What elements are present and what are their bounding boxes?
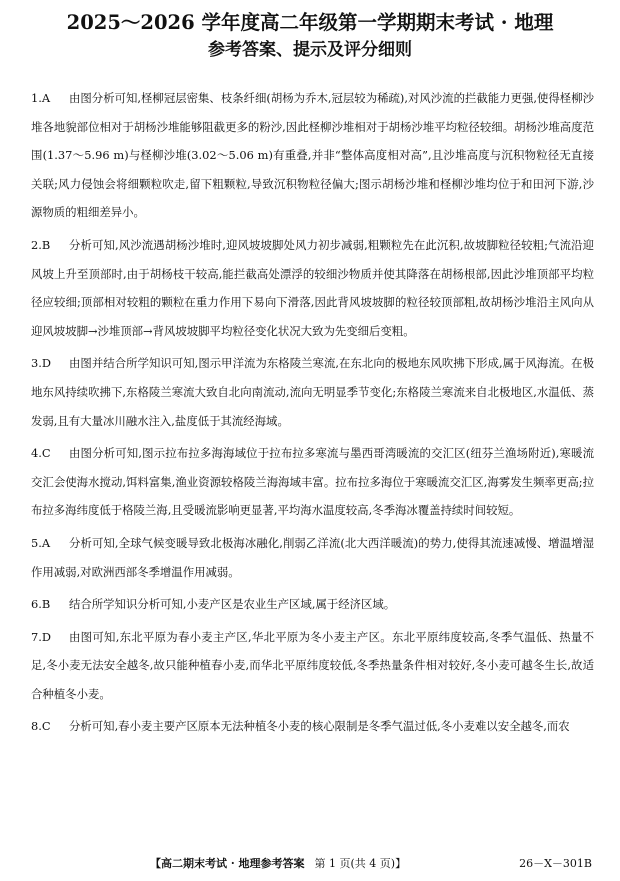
footer-info — [150, 854, 406, 874]
answer-number: 2.B — [31, 237, 51, 252]
answer-explanation: 分析可知,春小麦主要产区原本无法种植冬小麦的核心限制是冬季气温过低,冬小麦难以安全越冬,而农 — [69, 719, 570, 734]
answer-item-8 — [31, 712, 594, 741]
answer-number: 8.C — [31, 719, 51, 734]
answer-number: 5.A — [31, 535, 51, 550]
answer-explanation: 由图并结合所学知识可知,图示甲洋流为东格陵兰寒流,在东北向的极地东风吹拂下形成,属于风海流。在极地东风持续吹拂下,东格陵兰寒流大致自北向南流动,流向无明显季节变化;东格陵兰寒流来自北极地区,水温低、蒸发弱,且有大量冰川融水注入,盐度低于其流经海域。 — [31, 356, 594, 428]
answer-number: 7.D — [31, 629, 52, 644]
answer-explanation: 分析可知,全球气候变暖导致北极海冰融化,削弱乙洋流(北大西洋暖流)的势力,使得其流速减慢、增温增湿作用减弱,对欧洲西部冬季增温作用减弱。 — [31, 535, 594, 579]
answer-explanation: 由图分析可知,图示拉布拉多海海域位于拉布拉多寒流与墨西哥湾暖流的交汇区(纽芬兰渔场附近),寒暖流交汇会使海水搅动,饵料富集,渔业资源较格陵兰海海域丰富。拉布拉多海位于寒暖流交汇区,海雾发生频率更高;拉布拉多海纬度低于格陵兰海,且受暖流影响更显著,平均海水温度较高,冬季海冰覆盖持续时间较短。 — [31, 446, 594, 518]
document-code: 26－X－301B — [519, 857, 592, 870]
answer-item-7 — [31, 623, 594, 709]
answer-explanation: 分析可知,风沙流遇胡杨沙堆时,迎风坡坡脚处风力初步减弱,粗颗粒先在此沉积,故坡脚粒径较粗;气流沿迎风坡上升至顶部时,由于胡杨枝干较高,能拦截高处漂浮的较细沙物质并使其降落在胡杨根部,因此沙堆顶部平均粒径应较细;顶部相对较粗的颗粒在重力作用下易向下滑落,因此背风坡坡脚的粒径较顶部粗,故胡杨沙堆沿主风向从迎风坡坡脚→沙堆顶部→背风坡坡脚平均粒径变化状况大致为先变细后变粗。 — [31, 237, 594, 338]
page-number: 第 1 页(共 4 页)】 — [314, 857, 407, 870]
answer-number: 6.B — [31, 597, 51, 612]
answer-explanation: 结合所学知识分析可知,小麦产区是农业生产区域,属于经济区域。 — [69, 597, 396, 612]
page-subtitle: 参考答案、提示及评分细则 — [208, 40, 412, 60]
page-title: 2025～2026 学年度高二年级第一学期期末考试 · 地理 — [66, 11, 554, 34]
answer-explanation: 由图可知,东北平原为春小麦主产区,华北平原为冬小麦主产区。东北平原纬度较高,冬季气温低、热量不足,冬小麦无法安全越冬,故只能种植春小麦,而华北平原纬度较低,冬季热量条件相对较好,冬小麦可越冬生长,故适合种植冬小麦。 — [31, 629, 594, 701]
answer-item-6 — [31, 590, 594, 619]
answer-item-1 — [31, 84, 594, 227]
answer-item-2 — [31, 231, 594, 345]
answer-explanation: 由图分析可知,柽柳冠层密集、枝条纤细(胡杨为乔木,冠层较为稀疏),对风沙流的拦截能力更强,使得柽柳沙堆各地貌部位相对于胡杨沙堆能够阻截更多的粉沙,因此柽柳沙堆相对于胡杨沙堆平均粒径较细。胡杨沙堆高度范围(1.37～5.96 m)与柽柳沙堆(3.02～5.06 m)有重叠,并非“整体高度相对高”,且沙堆高度与沉积物粒径无直接关联;风力侵蚀会将细颗粒吹走,留下粗颗粒,导致沉积物粒径偏大;图示胡杨沙堆和柽柳沙堆均位于和田河下游,沙源物质的粗细差异小。 — [31, 91, 594, 220]
answer-number: 1.A — [31, 91, 51, 105]
footer-exam-title: 【高二期末考试 · 地理参考答案 — [150, 857, 305, 870]
answer-item-5 — [31, 529, 594, 586]
answer-number: 4.C — [31, 446, 51, 461]
answer-item-3 — [31, 349, 594, 435]
answer-list — [31, 84, 594, 745]
answer-item-4 — [31, 439, 594, 525]
page-footer — [0, 854, 620, 874]
answer-number: 3.D — [31, 356, 52, 371]
